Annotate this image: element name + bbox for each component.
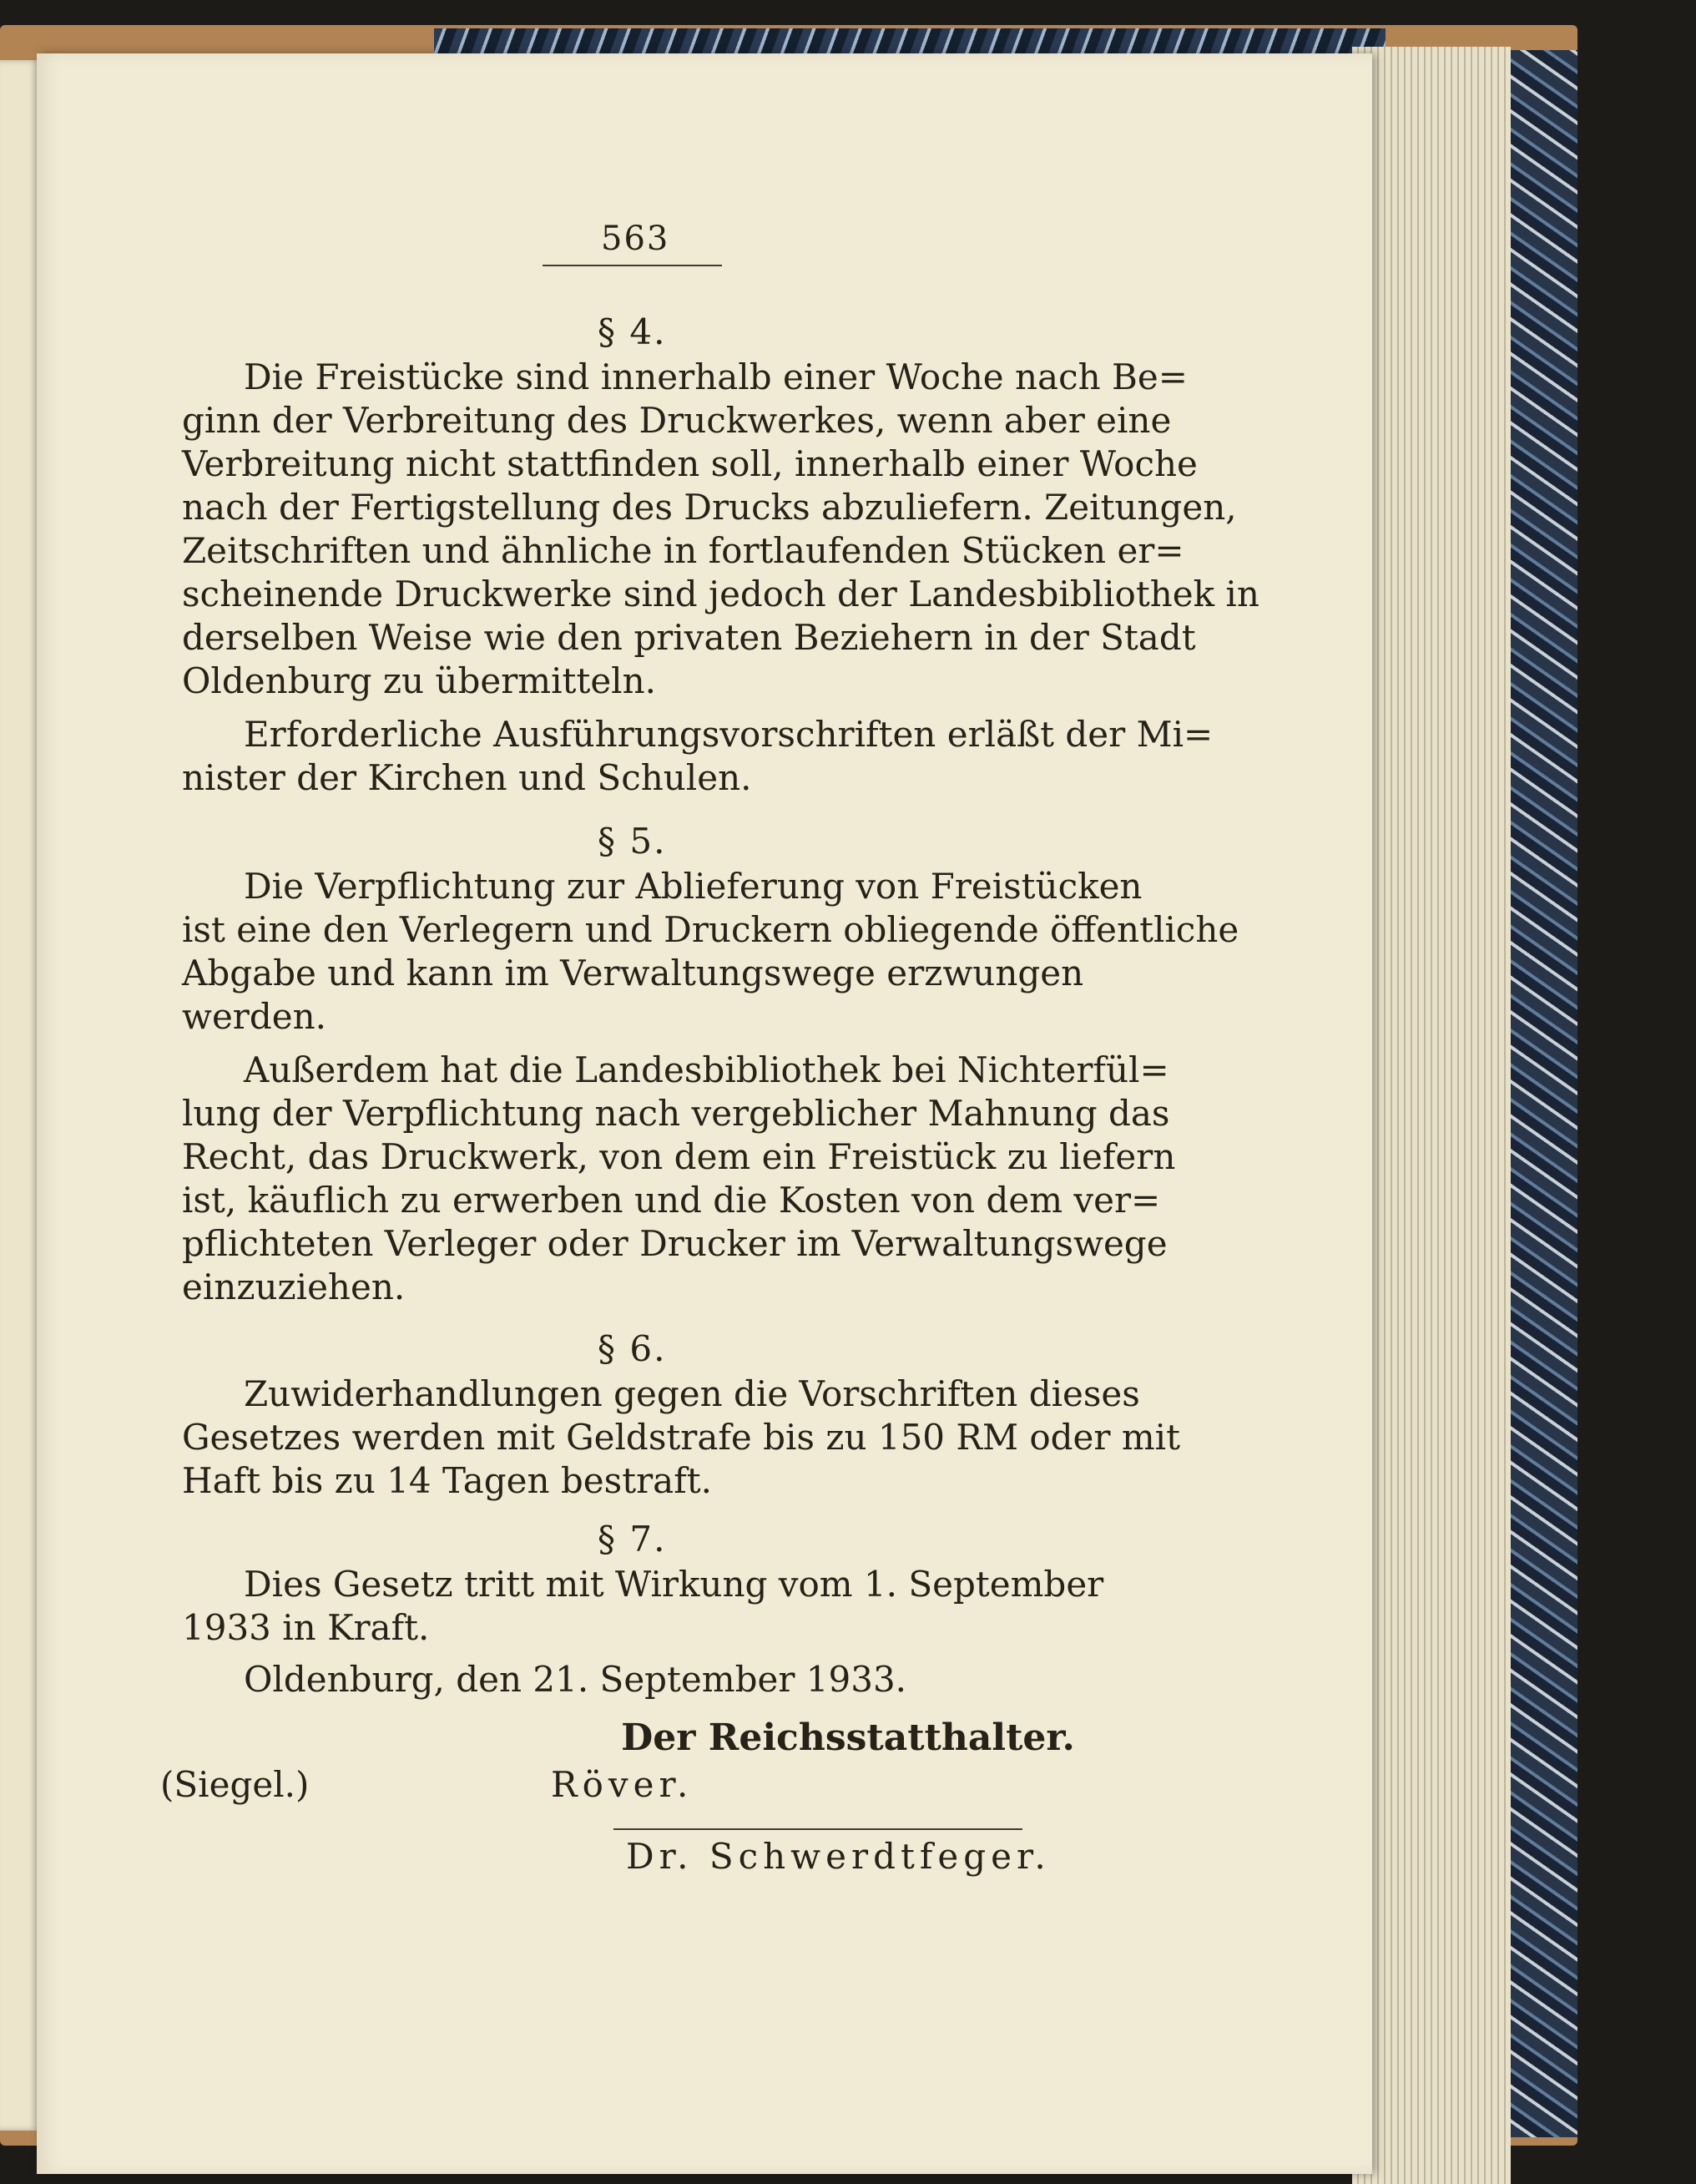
text-line: scheinende Druckwerke sind jedoch der Landesbibliothek in (182, 574, 1259, 614)
text-line: Die Freistücke sind innerhalb einer Woche nach Be= (244, 356, 1188, 397)
section-heading: § 4. (598, 311, 667, 352)
text-line: Gesetzes werden mit Geldstrafe bis zu 150 RM oder mit (182, 1417, 1180, 1458)
text-line: Verbreitung nicht stattfinden soll, innerhalb einer Woche (182, 443, 1198, 484)
issuer-title: Der Reichsstatthalter. (621, 1716, 1075, 1759)
section-heading: § 6. (598, 1328, 667, 1369)
text-line: 1933 in Kraft. (182, 1607, 430, 1648)
text-line: ist eine den Verlegern und Druckern obliegende öffentliche (182, 909, 1239, 950)
page-number: 563 (601, 220, 670, 258)
section-heading: § 5. (598, 821, 667, 862)
text-line: Recht, das Druckwerk, von dem ein Freistück zu liefern (182, 1136, 1176, 1177)
text-line: lung der Verpflichtung nach vergeblicher Mahnung das (182, 1093, 1170, 1134)
text-line: derselben Weise wie den privaten Beziehern in der Stadt (182, 617, 1196, 658)
signature-rule (613, 1828, 1022, 1830)
text-line: Außerdem hat die Landesbibliothek bei Nichterfül= (244, 1049, 1169, 1090)
page-block-edges (1352, 47, 1511, 2184)
text-line: Die Verpflichtung zur Ablieferung von Freistücken (244, 866, 1143, 907)
text-line: nister der Kirchen und Schulen. (182, 757, 752, 798)
text-line: Oldenburg zu übermitteln. (182, 660, 657, 701)
header-rule (543, 265, 722, 266)
text-line: Haft bis zu 14 Tagen bestraft. (182, 1460, 712, 1501)
text-line: Dies Gesetz tritt mit Wirkung vom 1. September (244, 1564, 1104, 1605)
signer-name: Röver. (551, 1764, 694, 1805)
marbled-endpaper (1511, 50, 1577, 2137)
text-line: einzuziehen. (182, 1266, 406, 1307)
text-line: pflichteten Verleger oder Drucker im Verwaltungswege (182, 1223, 1168, 1264)
section-heading: § 7. (598, 1519, 667, 1560)
text-line: Zeitschriften und ähnliche in fortlaufenden Stücken er= (182, 530, 1184, 571)
cosigner-name: Dr. Schwerdtfeger. (626, 1836, 1051, 1877)
seal-note: (Siegel.) (160, 1764, 310, 1805)
text-line: Erforderliche Ausführungsvorschriften erläßt der Mi= (244, 714, 1214, 755)
text-line: ist, käuflich zu erwerben und die Kosten von dem ver= (182, 1180, 1161, 1221)
text-line: nach der Fertigstellung des Drucks abzuliefern. Zeitungen, (182, 487, 1237, 528)
text-line: Abgabe und kann im Verwaltungswege erzwungen (182, 953, 1084, 993)
text-line: werden. (182, 996, 327, 1037)
place-and-date: Oldenburg, den 21. September 1933. (244, 1659, 907, 1700)
left-page-edge (0, 60, 40, 2131)
text-line: ginn der Verbreitung des Druckwerkes, wenn aber eine (182, 400, 1172, 441)
text-line: Zuwiderhandlungen gegen die Vorschriften dieses (244, 1373, 1140, 1414)
